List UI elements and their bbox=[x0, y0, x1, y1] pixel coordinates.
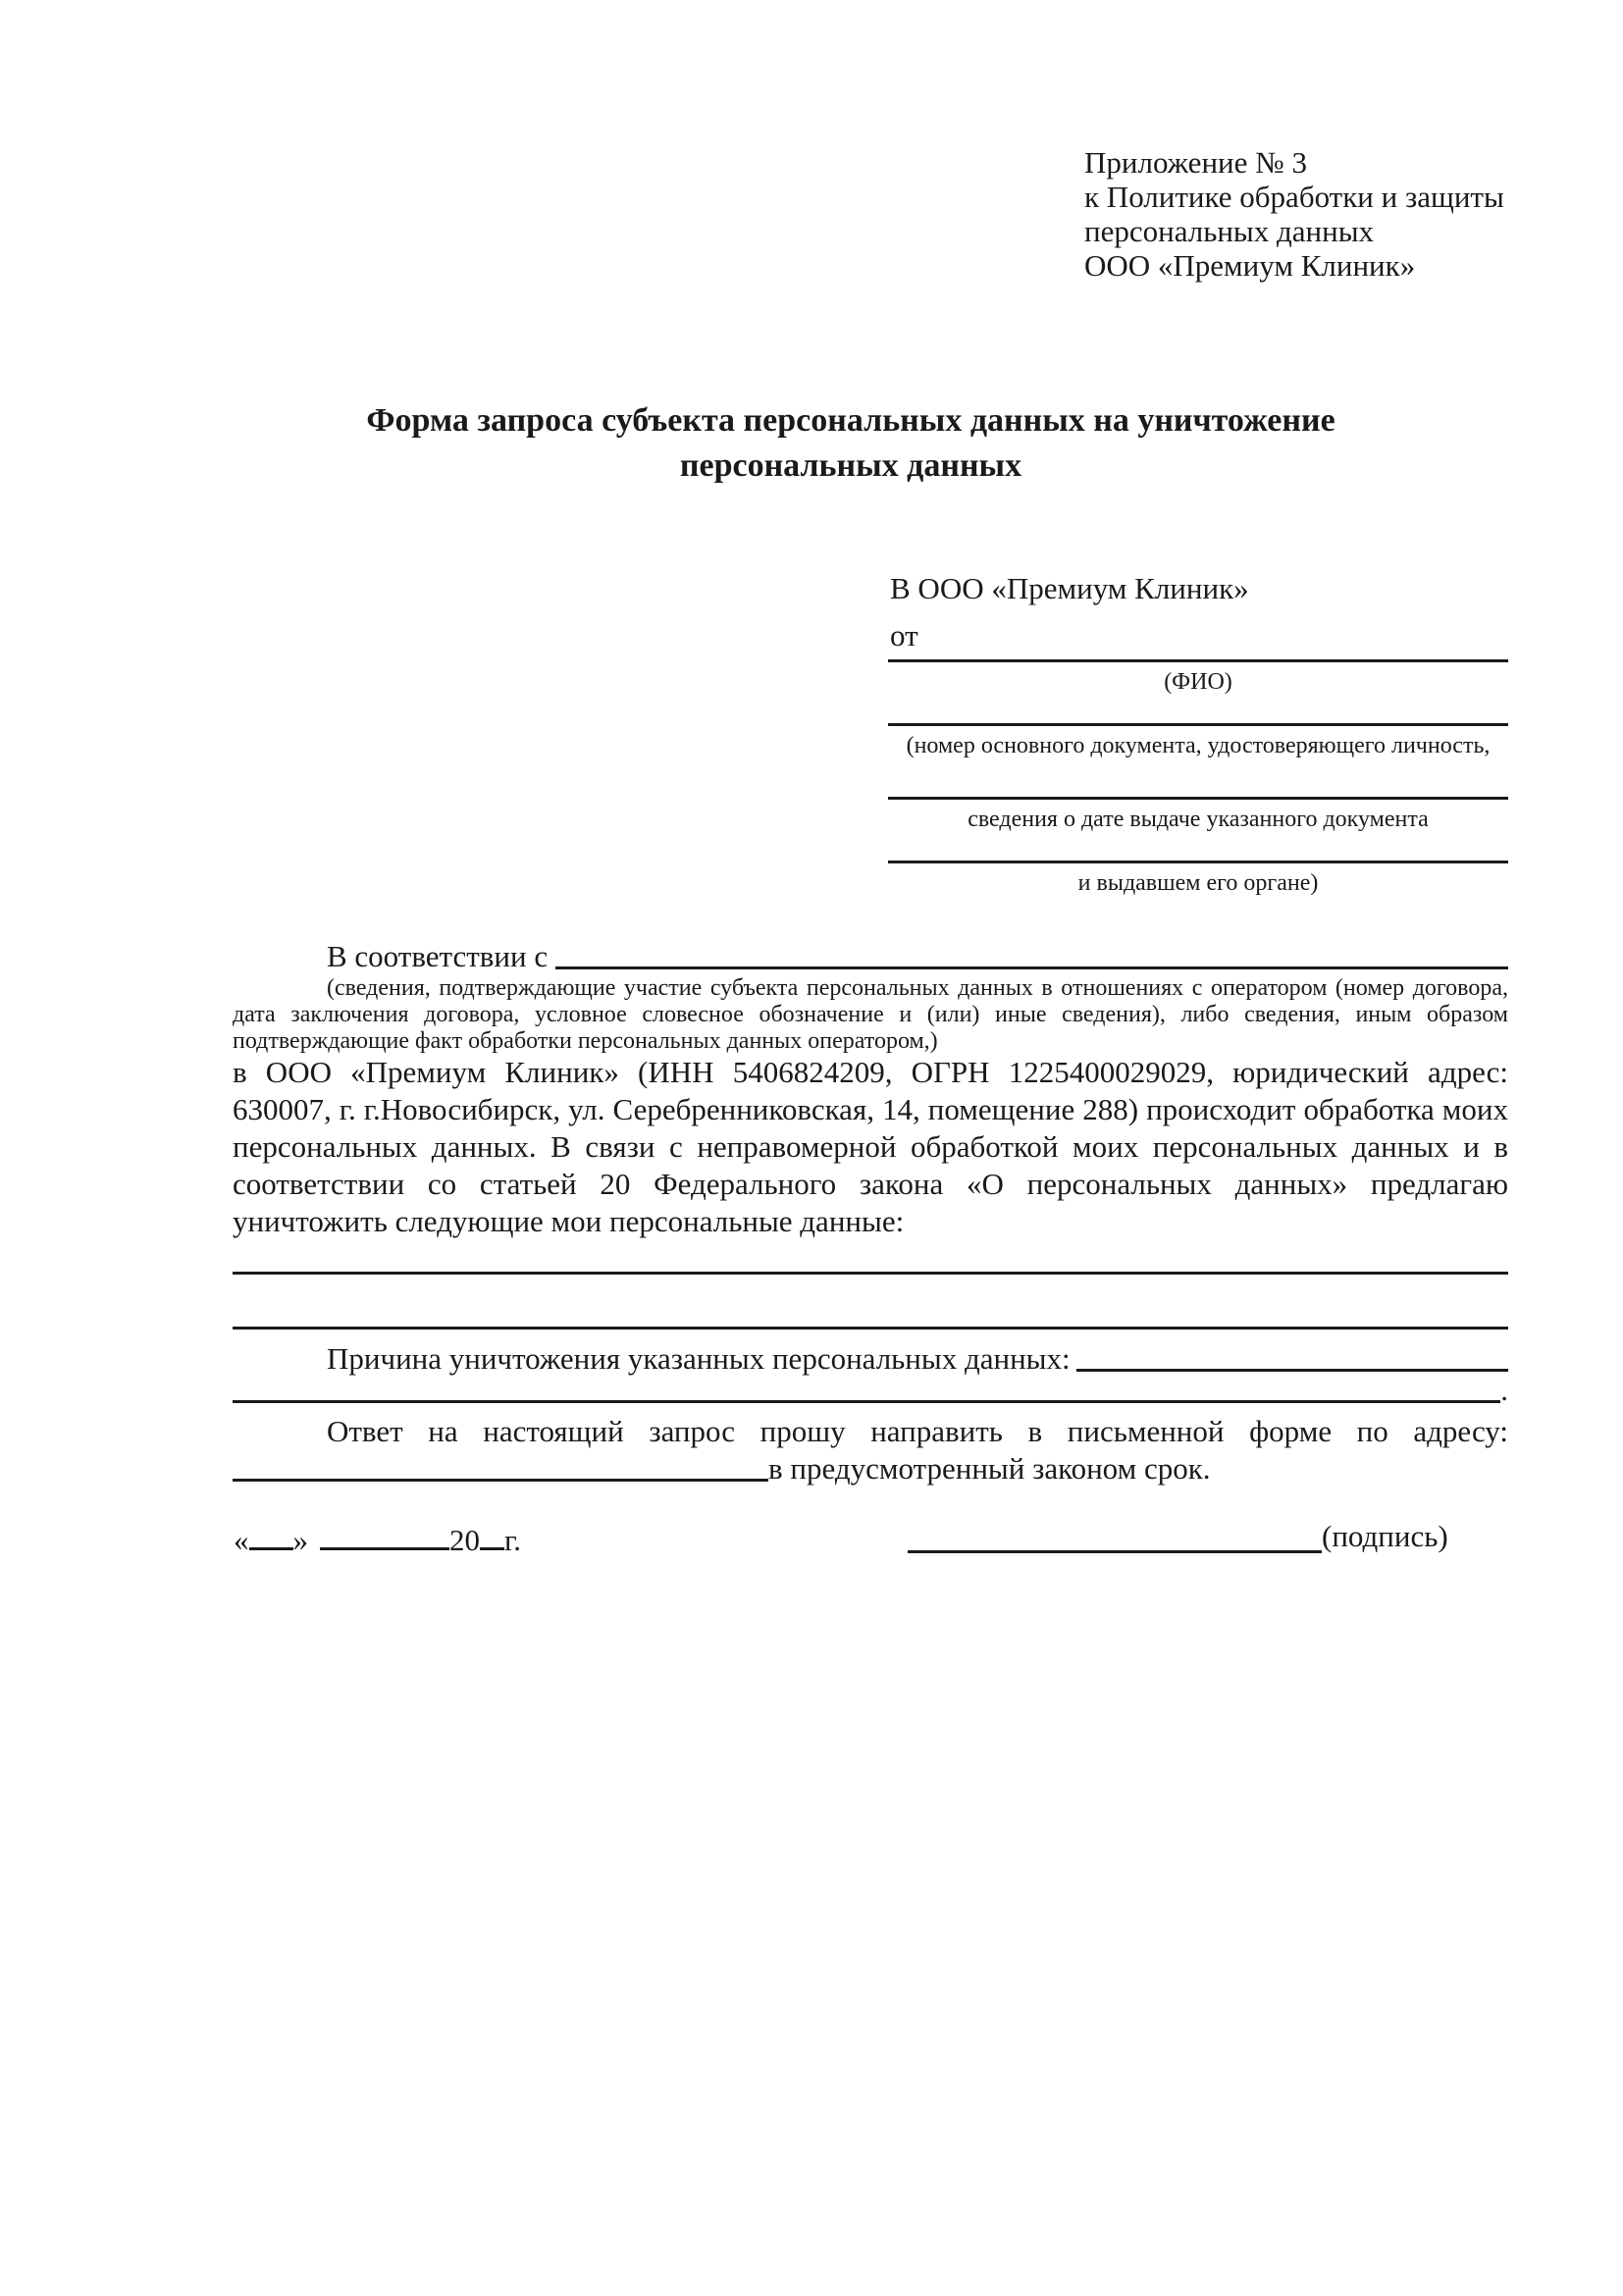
issuing-authority-blank-line bbox=[888, 861, 1508, 863]
response-request-line: Ответ на настоящий запрос прошу направить в письменной форме по адресу: bbox=[327, 1414, 1508, 1448]
issue-date-blank-line bbox=[888, 797, 1508, 800]
date-year-suffix: г. bbox=[504, 1523, 521, 1557]
response-tail-row bbox=[233, 1450, 1508, 1487]
accordance-caption: (сведения, подтверждающие участие субъекта персональных данных в отношениях с оператором (номер договора, дата заключения договора, условное словесное обозначение и (или) иные сведения), либо сведения, иным образом подтверждающие факт обработки персональных данных оператором,) bbox=[233, 975, 1508, 1054]
date-day-blank bbox=[249, 1521, 293, 1550]
appendix-header bbox=[1084, 145, 1536, 283]
document-number-blank-line bbox=[888, 723, 1508, 726]
response-tail-text: в предусмотренный законом срок. bbox=[768, 1451, 1211, 1486]
accordance-row bbox=[327, 938, 1508, 975]
data-blank-line-1 bbox=[233, 1272, 1508, 1275]
date-close-quote: » bbox=[292, 1523, 308, 1557]
addressee-organization: В ООО «Премиум Клиник» bbox=[890, 571, 1249, 605]
fio-caption: (ФИО) bbox=[1164, 669, 1232, 695]
reason-blank-line-2 bbox=[233, 1400, 1500, 1403]
date-line bbox=[234, 1521, 521, 1559]
main-paragraph: в ООО «Премиум Клиник» (ИНН 5406824209, ОГРН 1225400029029, юридический адрес: 630007, г. г.Новосибирск, ул. Серебренниковская, 14, помещение 288) происходит обработка моих персональных данных. В связи с неправомерной обработкой моих персональных данных и в соответствии со статьей 20 Федерального закона «О персональных данных» предлагаю уничтожить следующие мои персональные данные: bbox=[233, 1055, 1508, 1238]
address-blank-line bbox=[233, 1479, 768, 1482]
page-title: Форма запроса субъекта персональных данных на уничтожение персональных данных bbox=[366, 402, 1335, 484]
issue-date-caption: сведения о дате выдаче указанного документа bbox=[968, 807, 1429, 832]
reason-continuation-row bbox=[233, 1372, 1508, 1409]
accordance-label: В соответствии с bbox=[327, 939, 549, 973]
appendix-header-line-3: персональных данных bbox=[1084, 214, 1375, 248]
date-month-blank bbox=[320, 1521, 449, 1550]
data-blank-line-2 bbox=[233, 1327, 1508, 1330]
date-year-blank bbox=[480, 1521, 504, 1550]
addressee-from-label: от bbox=[890, 618, 918, 652]
signature-caption: (подпись) bbox=[1322, 1519, 1448, 1553]
period-text: . bbox=[1500, 1373, 1508, 1407]
signature-blank-line bbox=[908, 1550, 1322, 1553]
document-number-caption: (номер основного документа, удостоверяющего личность, bbox=[906, 733, 1491, 758]
appendix-header-line-2: к Политике обработки и защиты bbox=[1084, 180, 1504, 214]
date-year-prefix: 20 bbox=[449, 1523, 480, 1557]
reason-label: Причина уничтожения указанных персональных данных: bbox=[327, 1341, 1071, 1376]
appendix-header-line-1: Приложение № 3 bbox=[1084, 145, 1307, 180]
fio-blank-line bbox=[888, 659, 1508, 662]
accordance-blank-line bbox=[555, 966, 1508, 969]
appendix-header-line-4: ООО «Премиум Клиник» bbox=[1084, 248, 1416, 283]
date-open-quote: « bbox=[234, 1523, 249, 1557]
issuing-authority-caption: и выдавшем его органе) bbox=[1077, 870, 1319, 896]
